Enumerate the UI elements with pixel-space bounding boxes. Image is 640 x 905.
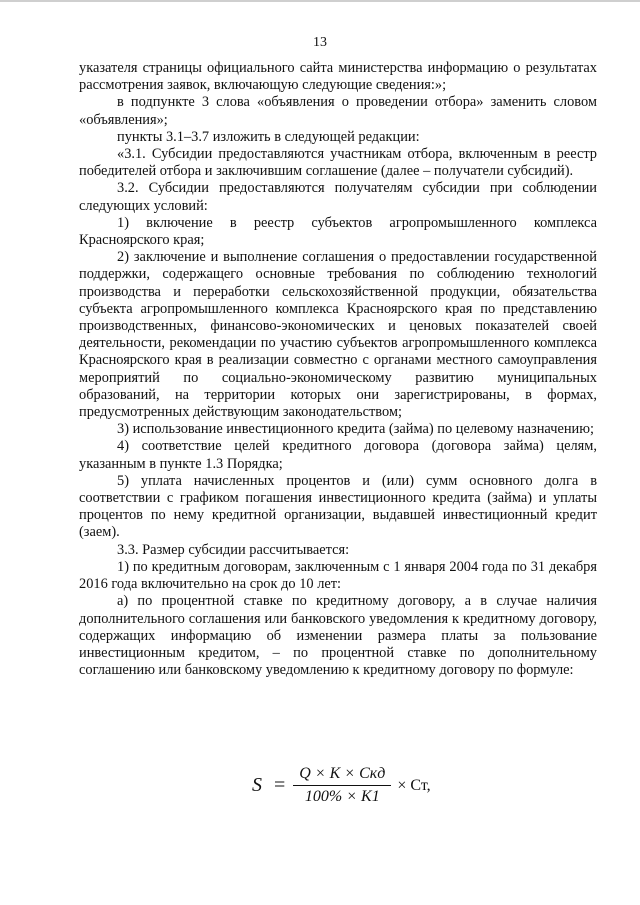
formula-denominator: 100% × K1 — [304, 788, 380, 805]
paragraph: 3) использование инвестиционного кредита (займа) по целевому назначению; — [117, 421, 595, 438]
formula-lhs: S — [252, 774, 262, 796]
paragraph: 3.3. Размер субсидии рассчитывается: — [117, 541, 350, 558]
paragraph: 1) по кредитным договорам, заключенным с 1 января 2004 года по 31 декабря 2016 года включительно на срок до 10 лет: — [79, 558, 597, 593]
paragraph: 4) соответствие целей кредитного договора (договора займа) целям, указанным в пункте 1.3 Порядка; — [79, 438, 597, 472]
paragraph: пункты 3.1–3.7 изложить в следующей редакции: — [117, 128, 420, 145]
formula-equals: = — [274, 774, 286, 796]
paragraph: 1) включение в реестр субъектов агропромышленного комплекса Красноярского края; — [79, 214, 597, 249]
subsidy-formula — [252, 765, 431, 806]
paragraph: 2) заключение и выполнение соглашения о предоставлении государственной поддержки, содержащего основные требования по соблюдению технологий производства и переработки сельскохозяйственной продукции, обязательства субъекта агропромышленного комплекса Красноярского края по представлению производственных, финансово-экономических и ценовых показателей своей деятельности, рекомендации по участию субъектов агропромышленного комплекса Красноярского края в реализации совместно с органами местного самоуправления мероприятий по социально-экономическому развитию муниципальных образований, на территории которых они зарегистрированы, в формах, предусмотренных действующим законодательством; — [79, 249, 597, 421]
paragraph: «3.1. Субсидии предоставляются участникам отбора, включенным в реестр победителей отбора и заключившим соглашение (далее – получатели субсидий). — [79, 146, 597, 180]
scan-top-edge — [0, 0, 640, 2]
formula-numerator: Q × K × Скд — [299, 765, 386, 782]
formula-fraction — [293, 765, 391, 806]
page-number: 13 — [313, 35, 327, 50]
paragraph: 3.2. Субсидии предоставляются получателям субсидии при соблюдении следующих условий: — [79, 180, 597, 214]
paragraph: а) по процентной ставке по кредитному договору, а в случае наличия дополнительного соглашения или банковского уведомления к кредитному договору, содержащих информацию об изменении размера платы за пользование инвестиционным кредитом, – по процентной ставке по дополнительному соглашению или банковскому уведомлению к кредитному договору по формуле: — [79, 593, 597, 679]
paragraph: 5) уплата начисленных процентов и (или) сумм основного долга в соответствии с графиком погашения инвестиционного кредита (займа) и уплаты процентов по нему кредитной организации, выдавшей инвестиционный кредит (заем). — [79, 472, 597, 541]
document-body — [79, 60, 597, 679]
formula-multiplier: × Ст, — [397, 776, 431, 794]
paragraph: указателя страницы официального сайта министерства информацию о результатах рассмотрения заявок, включающую следующие сведения:»; — [79, 60, 597, 94]
paragraph: в подпункте 3 слова «объявления о проведении отбора» заменить словом «объявления»; — [79, 94, 597, 128]
